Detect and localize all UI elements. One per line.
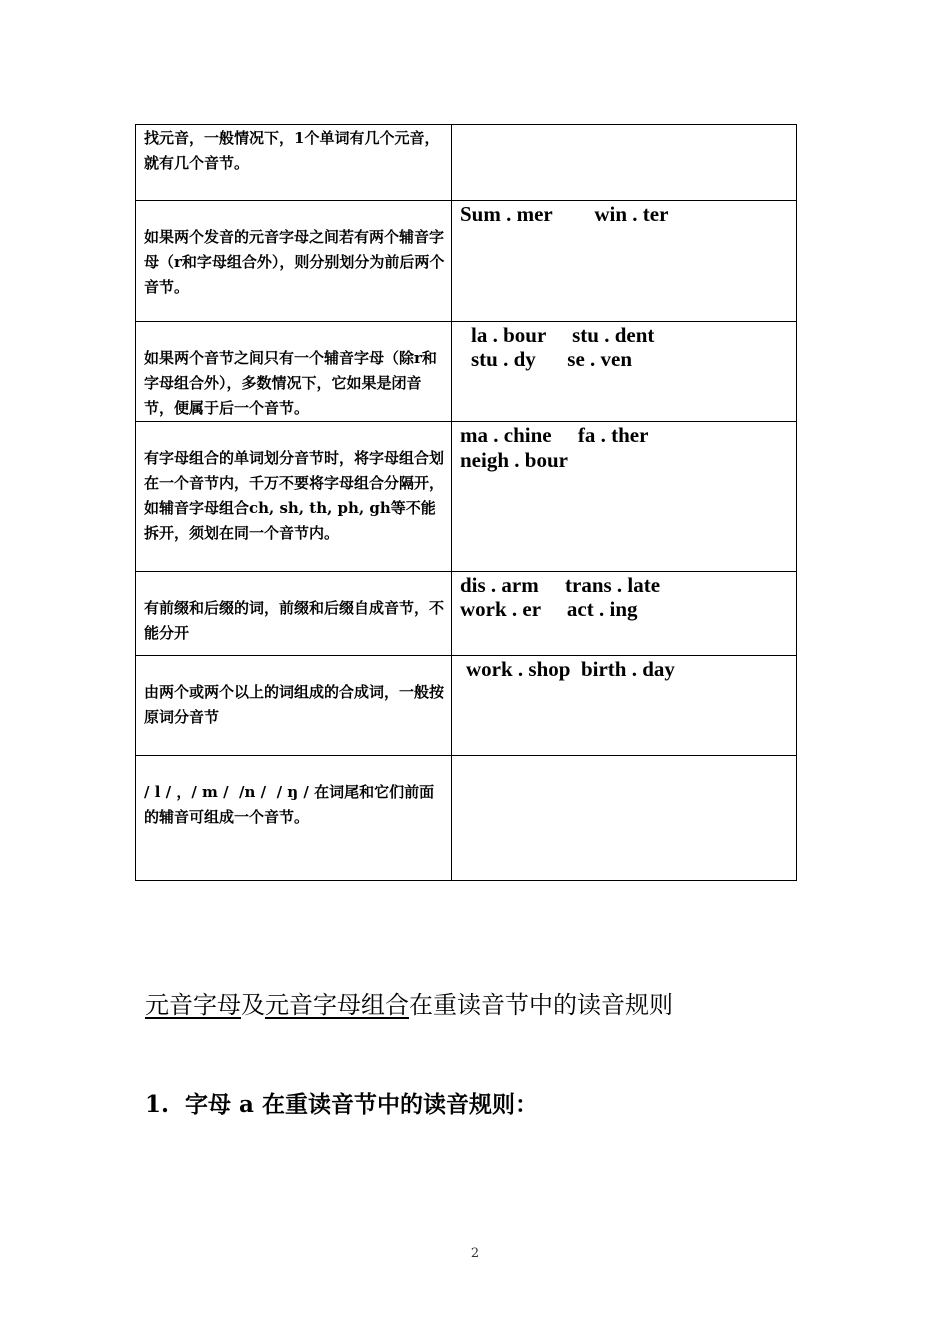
syllable-rules-table: [135, 124, 797, 881]
example-cell: [452, 201, 797, 322]
rule-text: 有前缀和后缀的词，前缀和后缀自成音节，不能分开: [144, 599, 445, 642]
table-row: [136, 756, 797, 881]
rule-cell: [136, 756, 452, 881]
rule-text: 由两个或两个以上的词组成的合成词，一般按原词分音节: [144, 683, 445, 726]
section-title: [145, 988, 673, 1022]
rule-text: / l / ，/ m / /n / / ŋ / 在词尾和它们前面的辅音可组成一个音节。: [144, 783, 435, 826]
table-row: [136, 422, 797, 572]
example-line: work . shop birth . day: [466, 657, 675, 681]
rule-cell: [136, 422, 452, 572]
section-title-part: 在重读音节中的读音规则: [409, 991, 673, 1019]
rule-cell: [136, 656, 452, 756]
example-cell: [452, 656, 797, 756]
example-line: ma . chine fa . ther: [460, 423, 649, 447]
table-row: [136, 322, 797, 422]
rule-cell: [136, 201, 452, 322]
example-cell: [452, 756, 797, 881]
example-line: neigh . bour: [460, 448, 568, 472]
section-title-part: 元音字母组合: [265, 991, 409, 1019]
example-cell: [452, 572, 797, 656]
example-cell: [452, 322, 797, 422]
table-row: [136, 201, 797, 322]
rule-text: 找元音，一般情况下，1个单词有几个元音，就有几个音节。: [144, 129, 440, 172]
example-cell: [452, 125, 797, 201]
example-line: work . er act . ing: [460, 597, 638, 621]
example-line: stu . dy se . ven: [471, 347, 633, 371]
example-line: la . bour stu . dent: [471, 323, 655, 347]
page-number: 2: [470, 1246, 480, 1261]
rule-text: 如果两个音节之间只有一个辅音字母（除r和字母组合外），多数情况下，它如果是闭音节，便属于后一个音节。: [144, 349, 437, 417]
section-title-part: 及: [241, 991, 265, 1019]
rule-text: 有字母组合的单词划分音节时，将字母组合划在一个音节内，千万不要将字母组合分隔开，如辅音字母组合ch, sh, th, ph, gh等不能拆开，须划在同一个音节内。: [144, 449, 445, 542]
rule-cell: [136, 322, 452, 422]
example-line: Sum . mer win . ter: [460, 202, 669, 226]
table-row: [136, 572, 797, 656]
section-title-part: 元音字母: [145, 991, 241, 1019]
table-row: [136, 656, 797, 756]
rule-cell: [136, 572, 452, 656]
rule-text: 如果两个发音的元音字母之间若有两个辅音字母（r和字母组合外），则分别划分为前后两个音节。: [144, 228, 445, 296]
table-row: [136, 125, 797, 201]
example-cell: [452, 422, 797, 572]
sub-heading: 1. 字母 a 在重读音节中的读音规则：: [145, 1091, 538, 1118]
rule-cell: [136, 125, 452, 201]
example-line: dis . arm trans . late: [460, 573, 661, 597]
